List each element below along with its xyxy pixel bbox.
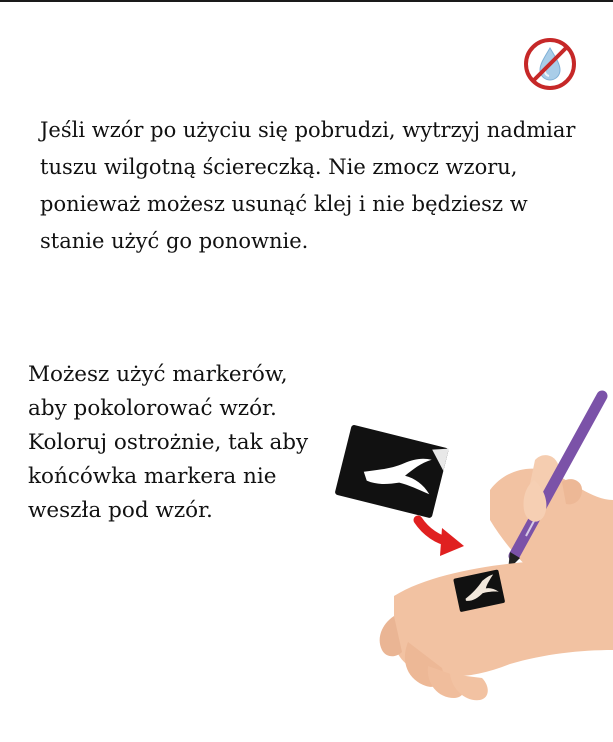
top-rule	[0, 0, 613, 2]
no-water-drop-icon	[522, 36, 578, 92]
tattoo-application-illustration	[330, 380, 613, 720]
wipe-instruction: Jeśli wzór po użyciu się pobrudzi, wytrzyj nadmiar tuszu wilgotną ściereczką. Nie zmocz wzoru, ponieważ możesz usunąć klej i nie będziesz w stanie użyć go ponownie.	[40, 118, 576, 253]
swallow-stencil-icon	[334, 424, 448, 518]
curved-arrow-icon	[418, 520, 464, 556]
marker-instruction: Możesz użyć markerów, aby pokolorować wzór. Koloruj ostrożnie, tak aby końcówka markera nie weszła pod wzór.	[28, 362, 309, 523]
